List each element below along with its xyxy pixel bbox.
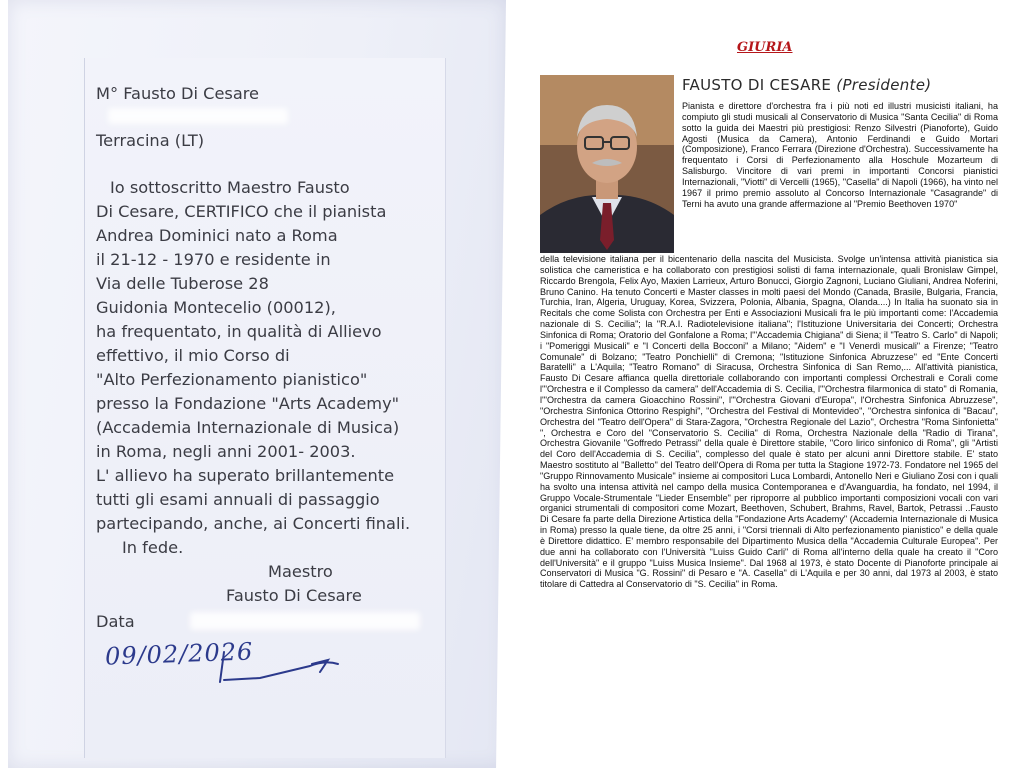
cert-line: presso la Fondazione "Arts Academy" (96, 394, 400, 413)
redaction-blur (108, 108, 288, 124)
cert-line: L' allievo ha superato brillantemente (96, 466, 395, 485)
redaction-blur (190, 612, 420, 630)
cert-closing: In fede. (122, 538, 184, 557)
cert-line: partecipando, anche, ai Concerti finali. (96, 514, 411, 533)
cert-sender-city: Terracina (LT) (96, 131, 205, 150)
cert-line: effettivo, il mio Corso di (96, 346, 290, 365)
portrait-icon (540, 75, 674, 253)
cert-handwritten-date: 09/02/2026 (104, 637, 254, 671)
jury-title: GIURIA (737, 40, 793, 55)
bio-text-top: Pianista e direttore d'orchestra fra i più noti ed illustri musicisti italiani, ha compiuto gli studi musicali al Conservatorio di Musica "Santa Cecilia" di Roma sotto la guida dei Maestri più prestigiosi: Renzo Silvestri (Pianoforte), Guido Agosti (Musica da Camera), Antonio Ferdinandi e Guido Mortari (Composizione), Franco Ferrara (Direzione d'Orchestra). Successivamente ha frequentato i Corsi di Perfezionamento alla Hoschule Mozarteum di Salisburgo. Vincitore di vari premi in importanti Concorsi pianistici Internazionali, "Viotti" di Vercelli (1965), "Casella" di Napoli (1966), ha vinto nel 1967 il primo premio assoluto al Concorso Internazionale "Casagrande" di Terni ha avuto una grande affermazione al "Premio Beethoven 1970" (682, 101, 998, 209)
cert-sender-name: M° Fausto Di Cesare (96, 84, 260, 103)
cert-line: tutti gli esami annuali di passaggio (96, 490, 380, 509)
cert-line: Via delle Tuberose 28 (96, 274, 269, 293)
cert-line: in Roma, negli anni 2001- 2003. (96, 442, 356, 461)
cert-line: "Alto Perfezionamento pianistico" (96, 370, 368, 389)
jury-name-text: FAUSTO DI CESARE (682, 76, 832, 94)
cert-date-label: Data (96, 612, 135, 631)
cert-line: (Accademia Internazionale di Musica) (96, 418, 400, 437)
certificate-text (96, 82, 496, 608)
portrait-photo (540, 75, 674, 253)
signature-scribble-icon (200, 630, 360, 690)
cert-signature-title: Maestro (268, 562, 333, 581)
bio-text-bottom: della televisione italiana per il bicentenario della nascita del Musicista. Svolge un'intensa attività pianistica sia solistica che cameristica e ha collaborato con prestigiosi solisti di fama internazionale, quali Bronislaw Gimpel, Riccardo Brengola, Felix Ayo, Maxien Larrieux, Arturo Bonucci, Giorgio Zagnoni, Luciano Giuliani, Andrea Noferini, Bruno Canino. Ha tenuto Concerti e Master classes in molti paesi del Mondo (Canada, Brasile, Bulgaria, Francia, Turchia, Iran, Algeria, Uruguay, Korea, Svizzera, Polonia, Albania, Spagna, Olanda....) In Italia ha suonato sia in Recitals che come Solista con Orchestra per Enti e Associazioni Musicali fra le più importanti come: l'Accademia nazionale di S. Cecilia"; la "R.A.I. Radiotelevisione italiana"; l'Istituzione Universitaria dei Concerti; Orchestra Sinfonica di Roma; Oratorio del Gonfalone a Roma; l'"Accademia Chigiana" di Siena; il "Teatro S. Carlo" di Napoli; i "Pomeriggi Musicali" e "I Concerti della Bocconi" a Milano; "Aidem" e "I Venerdì musicali" a Firenze; "Teatro Comunale" di Bolzano; "Teatro Ponchielli" di Cremona; "Istituzione Sinfonica Abruzzese" ed "Ente Concerti Baratelli" a L'Aquila; "Teatro Romano" di Siracusa, Orchestra Sinfonica di San Remo,... All'attività pianistica, Fausto Di Cesare affianca quella direttoriale collaborando con importanti complessi Orchestrali e Corali come l'"Orchestra e il Complesso da camera" dell'Accademia di S. Cecilia, l'"Orchestra filarmonica di stato" di Romania, l'"Orchestra da camera Gioacchino Rossini", l'"Orchestra Giovani d'Europa", l'Orchestra Sinfonica Abruzzese", "Orchestra Sinfonica Ottorino Respighi", "Orchestra del Festival di Montevideo", "Orchestra sinfonica di "Bacau", Orchestra del "Teatro dell'Opera" di Stara-Zagora, "Orchestra Regionale del Lazio", Orchestra "Roma Sinfonietta" ", Orchestra e Coro del "Conservatorio S. Cecilia" di Roma, Orchestra Nazionale della "Radio di Tirana", Orchestra Giovanile "Goffredo Petrassi" della quale è Direttore stabile, "Coro lirico sinfonico di Roma", gli "Artisti del Coro dell'Accademia di S. Cecilia", complesso del quale è stato per alcuni anni Direttore stabile. E' stato Maestro sostituto al "Balletto" del Teatro dell'Opera di Roma per tutta la Stagione 1972-73. Fondatore nel 1965 del "Gruppo Rinnovamento Musicale" insieme ai compositori Luca Lombardi, Antonello Neri e Giuliano Zosi con i quali ha svolto una intensa attività nel campo della musica Contemporanea e d'Avanguardia, ha fondato, nel 1994, il Gruppo Vocale-Strumentale "Lieder Ensemble" per riproporre al pubblico importanti composizioni vocali con vari organici strumentali di compositori come Mozart, Beethoven, Schubert, Brahms, Ravel, Bartok, Petrassi ..Fausto Di Cesare fa parte della Direzione Artistica della "Fondazione Arts Academy" (Accademia Internazionale di Musica in Roma) presso la quale tiene, da oltre 25 anni, i "Corsi triennali di Alto perfezionamento pianistico" e della quale è Direttore didattico. E' membro responsabile del Dipartimento Musica della "Accademia Culturale Europea". Per due anni ha collaborato con l'Università "Luiss Guido Carli" di Roma all'interno della quale ha creato il "Coro dell'Università" e il gruppo "Luiss Musica Insieme". Dal 1968 al 1973, è stato Docente di Pianoforte principale ai Conservatori di Musica "G. Rossini" di Pesaro e "A. Casella" di L'Aquila e per 30 anni, dal 1973 al 2003, è stato titolare di Cattedra al Conservatorio di "S. Cecilia" in Roma. (540, 254, 998, 590)
cert-line: Io sottoscritto Maestro Fausto (110, 178, 350, 197)
jury-member-name (682, 76, 931, 94)
cert-line: Di Cesare, CERTIFICO che il pianista (96, 202, 387, 221)
cert-line: ha frequentato, in qualità di Allievo (96, 322, 382, 341)
cert-signature-name: Fausto Di Cesare (226, 586, 362, 605)
jury-role: (Presidente) (836, 76, 932, 94)
cert-line: Guidonia Montecelio (00012), (96, 298, 336, 317)
cert-line: Andrea Dominici nato a Roma (96, 226, 338, 245)
cert-line: il 21-12 - 1970 e residente in (96, 250, 331, 269)
